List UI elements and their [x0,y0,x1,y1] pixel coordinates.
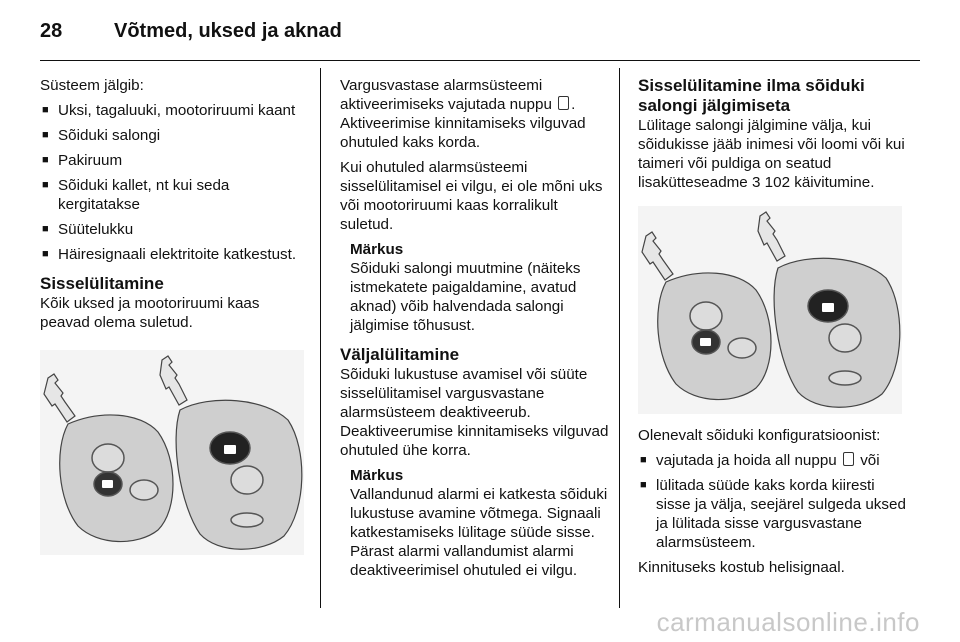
lock-button-icon [558,96,569,110]
options-list [638,451,910,552]
paragraph: Kinnituseks kostub helisignaal. [638,559,845,576]
list-item: ■ Süütelukku [40,220,312,239]
paragraph: Olenevalt sõiduki konfiguratsioonist: [638,427,881,444]
monitored-list [40,101,312,264]
list-item: ■ lülitada süüde kaks korda kiiresti sisse ja välja, seejärel sulgeda uksed ja lülitada sisse vargusvastane alarmsüsteem. [638,476,910,552]
page-title: Võtmed, uksed ja aknad [114,20,342,42]
note-text: Vallandunud alarmi ei katkesta sõiduki lukustuse avamine võtmega. Signaali katkestamiseks lülitage süüde sisse. Pärast alarmi vallandumist alarmi deaktiveerimisel ohutuled ei vilgu. [350,486,608,579]
paragraph [638,116,910,192]
list-item: ■ Pakiruum [40,151,312,170]
key-fobs-icon [638,206,902,414]
list-item: ■ Uksi, tagaluuki, mootoriruumi kaant [40,101,312,120]
column-divider-2 [619,68,620,608]
key-fobs-icon [40,350,304,555]
paragraph [340,76,612,152]
column-1 [40,76,312,555]
intro-text: Süsteem jälgib: [40,77,144,94]
section-heading: Väljalülitamine [340,345,460,364]
list-item [638,451,910,470]
column-2 [340,76,612,586]
list-item: ■ Häiresignaali elektritoite katkestust. [40,245,312,264]
paragraph-part: Vargusvastase alarmsüsteemi aktiveerimiseks vajutada nuppu [340,77,552,113]
paragraph: Kui ohutuled alarmsüsteemi sisselülitamisel ei vilgu, ei ole mõni uks või mootoriruumi kaas korralikult suletud. [340,159,603,233]
note-title: Märkus [350,241,404,258]
column-3 [638,76,910,583]
key-fob-illustration [40,350,304,555]
page-number: 28 [40,20,63,42]
watermark: carmanualsonline.info [656,607,920,637]
key-fob-illustration [638,206,902,414]
list-item-part: vajutada ja hoida all nuppu [656,452,837,469]
paragraph-part: Lülitage salongi jälgimine välja, kui sõidukisse jääb inimesi või loomi või kui taimeri või puldiga on seatud lisakütteseadme [638,117,905,191]
lock-button-icon [843,452,854,466]
paragraph-part: 102 käivitumine. [764,174,875,191]
section-heading: Sisselülitamine ilma sõiduki salongi jälgimiseta [638,76,865,115]
paragraph-part: . Aktiveerimise kinnitamiseks vilguvad ohutuled kaks korda. [340,96,586,151]
list-item-part: või [860,452,880,469]
note-box [350,466,612,580]
page-ref-arrow: 3 [751,174,761,191]
paragraph: Kõik uksed ja mootoriruumi kaas peavad olema suletud. [40,295,260,331]
note-box [350,240,612,335]
page-header [40,20,342,43]
note-title: Märkus [350,467,404,484]
note-text: Sõiduki salongi muutmine (näiteks istmekatete paigaldamine, avatud aknad) võib halvendada salongi jälgimise tõhusust. [350,260,581,334]
column-divider-1 [320,68,321,608]
paragraph: Sõiduki lukustuse avamisel või süüte sisselülitamisel vargusvastane alarmsüsteem deaktiveerub. Deaktiveerumise kinnitamiseks vilguvad ohutuled ühe korra. [340,366,609,459]
list-item: ■ Sõiduki salongi [40,126,312,145]
header-rule [40,60,920,61]
list-item: ■ Sõiduki kallet, nt kui seda kergitatakse [40,176,312,214]
section-heading: Sisselülitamine [40,274,164,293]
